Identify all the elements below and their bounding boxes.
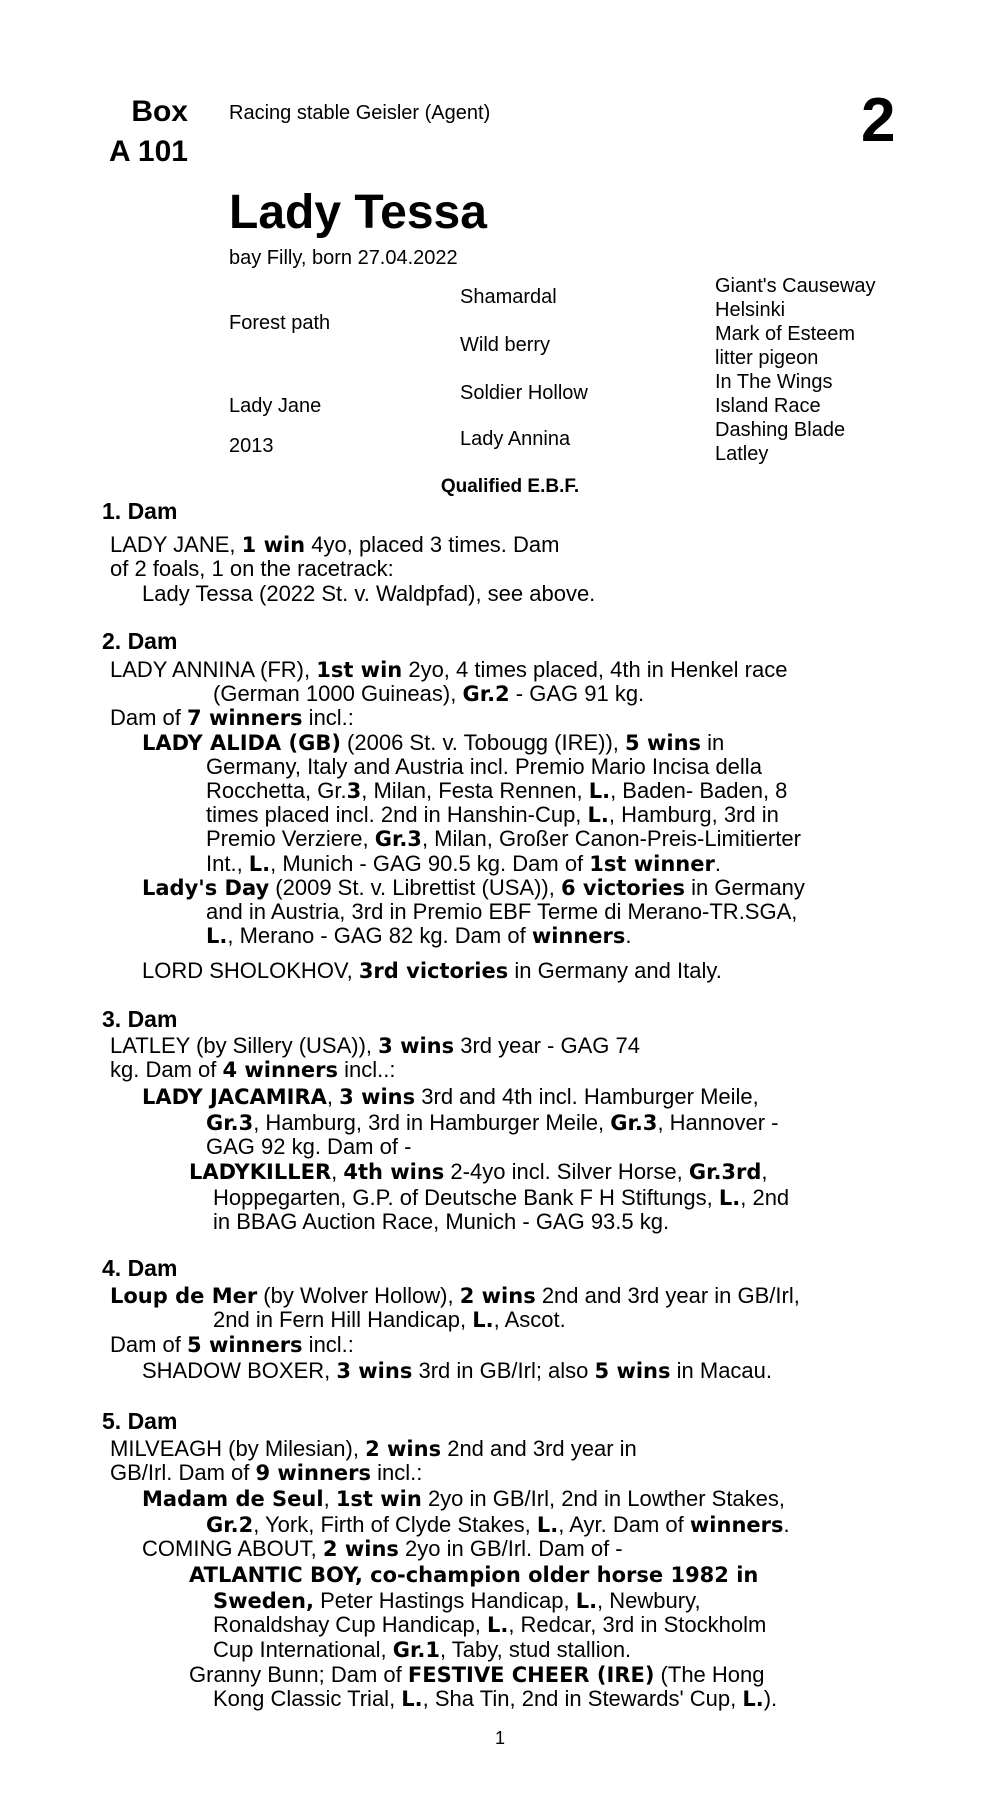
- dam2-line: and in Austria, 3rd in Premio EBF Terme di Merano-TR.SGA,: [206, 899, 798, 924]
- dam5-line: Kong Classic Trial, L., Sha Tin, 2nd in Stewards' Cup, L.).: [213, 1686, 778, 1711]
- horse-description: bay Filly, born 27.04.2022: [229, 247, 458, 269]
- dam2-line: Int., L., Munich - GAG 90.5 kg. Dam of 1st winner.: [206, 851, 721, 876]
- dam3-heading: 3. Dam: [102, 1006, 178, 1032]
- pedigree-g6: Island Race: [715, 395, 821, 417]
- dam3-line: LADY JACAMIRA, 3 wins 3rd and 4th incl. Hamburger Meile,: [142, 1084, 759, 1109]
- pedigree-dam: Lady Jane: [229, 395, 322, 417]
- dam4-line: Dam of 5 winners incl.:: [110, 1332, 354, 1357]
- pedigree-g3: Mark of Esteem: [715, 323, 856, 345]
- pedigree-g5: In The Wings: [715, 371, 833, 393]
- dam3-line: Hoppegarten, G.P. of Deutsche Bank F H Stiftungs, L., 2nd: [213, 1185, 790, 1210]
- pedigree-dam-year: 2013: [229, 435, 274, 457]
- dam5-line: Cup International, Gr.1, Taby, stud stallion.: [213, 1637, 632, 1662]
- pedigree-sire-sire: Shamardal: [460, 286, 557, 308]
- page-number: 1: [494, 1728, 505, 1748]
- dam2-line: times placed incl. 2nd in Hanshin-Cup, L., Hamburg, 3rd in: [206, 802, 779, 827]
- dam4-heading: 4. Dam: [102, 1255, 178, 1281]
- dam2-line: Germany, Italy and Austria incl. Premio Mario Incisa della: [206, 754, 762, 779]
- box-label: Box: [131, 95, 188, 128]
- dam5-line: Madam de Seul, 1st win 2yo in GB/Irl, 2nd in Lowther Stakes,: [142, 1486, 786, 1511]
- stable-name: Racing stable Geisler (Agent): [229, 102, 491, 124]
- dam5-heading: 5. Dam: [102, 1408, 178, 1434]
- dam3-line: Gr.3, Hamburg, 3rd in Hamburger Meile, Gr.3, Hannover -: [206, 1110, 779, 1135]
- dam5-line: Ronaldshay Cup Handicap, L., Redcar, 3rd in Stockholm: [213, 1612, 767, 1637]
- dam4-line: 2nd in Fern Hill Handicap, L., Ascot.: [213, 1307, 566, 1332]
- box-number: A 101: [109, 135, 188, 168]
- dam2-line: LADY ALIDA (GB) (2006 St. v. Tobougg (IRE)), 5 wins in: [142, 730, 725, 755]
- dam2-line: LORD SHOLOKHOV, 3rd victories in Germany and Italy.: [142, 958, 722, 983]
- dam2-line: Premio Verziere, Gr.3, Milan, Großer Canon-Preis-Limitierter: [206, 826, 801, 851]
- pedigree-g1: Giant's Causeway: [715, 275, 876, 297]
- dam5-line: COMING ABOUT, 2 wins 2yo in GB/Irl. Dam of -: [142, 1536, 623, 1561]
- qualification: Qualified E.B.F.: [440, 476, 580, 497]
- dam3-line: GAG 92 kg. Dam of -: [206, 1134, 412, 1159]
- dam5-line: Sweden, Peter Hastings Handicap, L., Newbury,: [213, 1588, 701, 1613]
- pedigree-g4: litter pigeon: [715, 347, 819, 369]
- dam3-line: kg. Dam of 4 winners incl..:: [110, 1057, 396, 1082]
- pedigree-dam-sire: Soldier Hollow: [460, 382, 588, 404]
- horse-name: Lady Tessa: [229, 186, 487, 239]
- dam4-line: SHADOW BOXER, 3 wins 3rd in GB/Irl; also 5 wins in Macau.: [142, 1358, 773, 1383]
- pedigree-g7: Dashing Blade: [715, 419, 846, 441]
- dam5-line: Granny Bunn; Dam of FESTIVE CHEER (IRE) (The Hong: [189, 1662, 765, 1687]
- pedigree-dam-dam: Lady Annina: [460, 428, 571, 450]
- dam1-line: LADY JANE, 1 win 4yo, placed 3 times. Dam: [110, 532, 560, 557]
- dam2-line: LADY ANNINA (FR), 1st win 2yo, 4 times placed, 4th in Henkel race: [110, 657, 788, 682]
- dam1-heading: 1. Dam: [102, 498, 178, 524]
- pedigree-g8: Latley: [715, 443, 769, 465]
- dam2-line: (German 1000 Guineas), Gr.2 - GAG 91 kg.: [213, 681, 645, 706]
- dam5-line: GB/Irl. Dam of 9 winners incl.:: [110, 1460, 423, 1485]
- pedigree-sire-dam: Wild berry: [460, 334, 551, 356]
- pedigree-g2: Helsinki: [715, 299, 786, 321]
- pedigree-sire: Forest path: [229, 312, 331, 334]
- dam3-line: LATLEY (by Sillery (USA)), 3 wins 3rd year - GAG 74: [110, 1033, 640, 1058]
- dam1-line: of 2 foals, 1 on the racetrack:: [110, 556, 394, 581]
- dam2-line: L., Merano - GAG 82 kg. Dam of winners.: [206, 923, 632, 948]
- lot-number: 2: [861, 86, 896, 155]
- dam4-line: Loup de Mer (by Wolver Hollow), 2 wins 2nd and 3rd year in GB/Irl,: [110, 1283, 800, 1308]
- dam2-line: Dam of 7 winners incl.:: [110, 705, 354, 730]
- dam5-line: ATLANTIC BOY, co-champion older horse 1982 in: [189, 1563, 759, 1587]
- dam1-line: Lady Tessa (2022 St. v. Waldpfad), see above.: [142, 581, 596, 606]
- dam5-line: MILVEAGH (by Milesian), 2 wins 2nd and 3rd year in: [110, 1436, 637, 1461]
- dam5-line: Gr.2, York, Firth of Clyde Stakes, L., Ayr. Dam of winners.: [206, 1512, 790, 1537]
- dam3-line: in BBAG Auction Race, Munich - GAG 93.5 kg.: [213, 1209, 670, 1234]
- dam2-heading: 2. Dam: [102, 628, 178, 654]
- dam2-line: Lady's Day (2009 St. v. Librettist (USA)), 6 victories in Germany: [142, 875, 805, 900]
- dam2-line: Rocchetta, Gr.3, Milan, Festa Rennen, L., Baden- Baden, 8: [206, 778, 788, 803]
- dam3-line: LADYKILLER, 4th wins 2-4yo incl. Silver Horse, Gr.3rd,: [189, 1159, 768, 1184]
